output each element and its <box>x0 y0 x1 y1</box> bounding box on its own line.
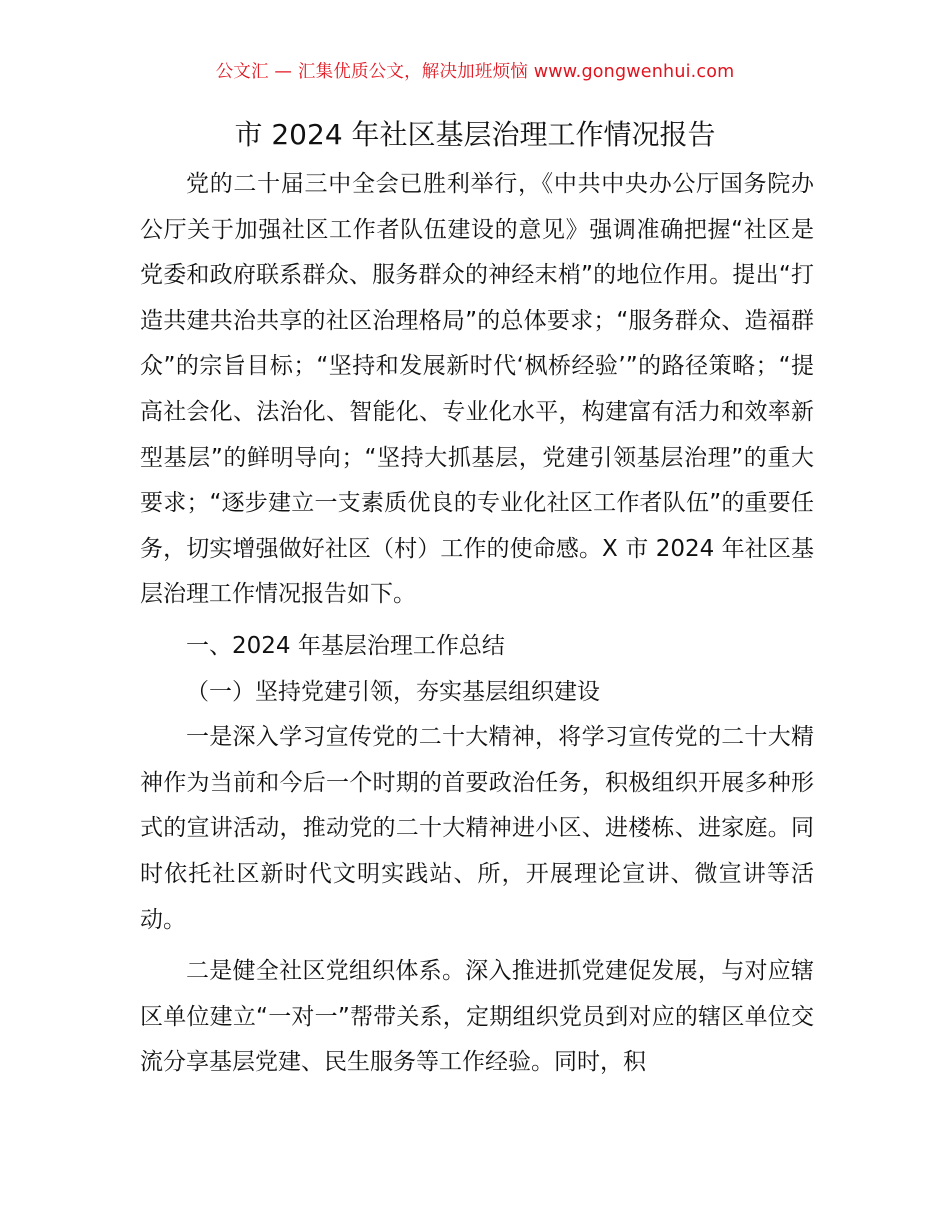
subsection-heading: （一）坚持党建引领，夯实基层组织建设 <box>186 678 600 705</box>
document-title: 市 2024 年社区基层治理工作情况报告 <box>234 118 716 151</box>
intro-paragraph: 党的二十届三中全会已胜利举行，《中共中央办公厅国务院办公厅关于加强社区工作者队伍建设的意见》强调准确把握“社区是党委和政府联系群众、服务群众的神经末梢”的地位作用。提出“打造共建共治共享的社区治理格局”的总体要求；“服务群众、造福群众”的宗旨目标；“坚持和发展新时代‘枫桥经验’”的路径策略；“提高社会化、法治化、智能化、专业化水平，构建富有活力和效率新型基层”的鲜明导向；“坚持大抓基层，党建引领基层治理”的重大要求；“逐步建立一支素质优良的专业化社区工作者队伍”的重要任务，切实增强做好社区（村）工作的使命感。X 市 2024 年社区基层治理工作情况报告如下。 <box>140 171 814 608</box>
section-heading: 一、2024 年基层治理工作总结 <box>186 632 505 659</box>
watermark-header: 公文汇 — 汇集优质公文，解决加班烦恼 www.gongwenhui.com <box>215 62 735 82</box>
body-paragraph-point-2: 二是健全社区党组织体系。深入推进抓党建促发展，与对应辖区单位建立“一对一”帮带关系，定期组织党员到对应的辖区单位交流分享基层党建、民生服务等工作经验。同时，积 <box>140 958 814 1076</box>
document-body <box>140 162 814 1086</box>
body-paragraph-point-1: 一是深入学习宣传党的二十大精神，将学习宣传党的二十大精神作为当前和今后一个时期的首要政治任务，积极组织开展多种形式的宣讲活动，推动党的二十大精神进小区、进楼栋、进家庭。同时依托社区新时代文明实践站、所，开展理论宣讲、微宣讲等活动。 <box>140 724 814 933</box>
